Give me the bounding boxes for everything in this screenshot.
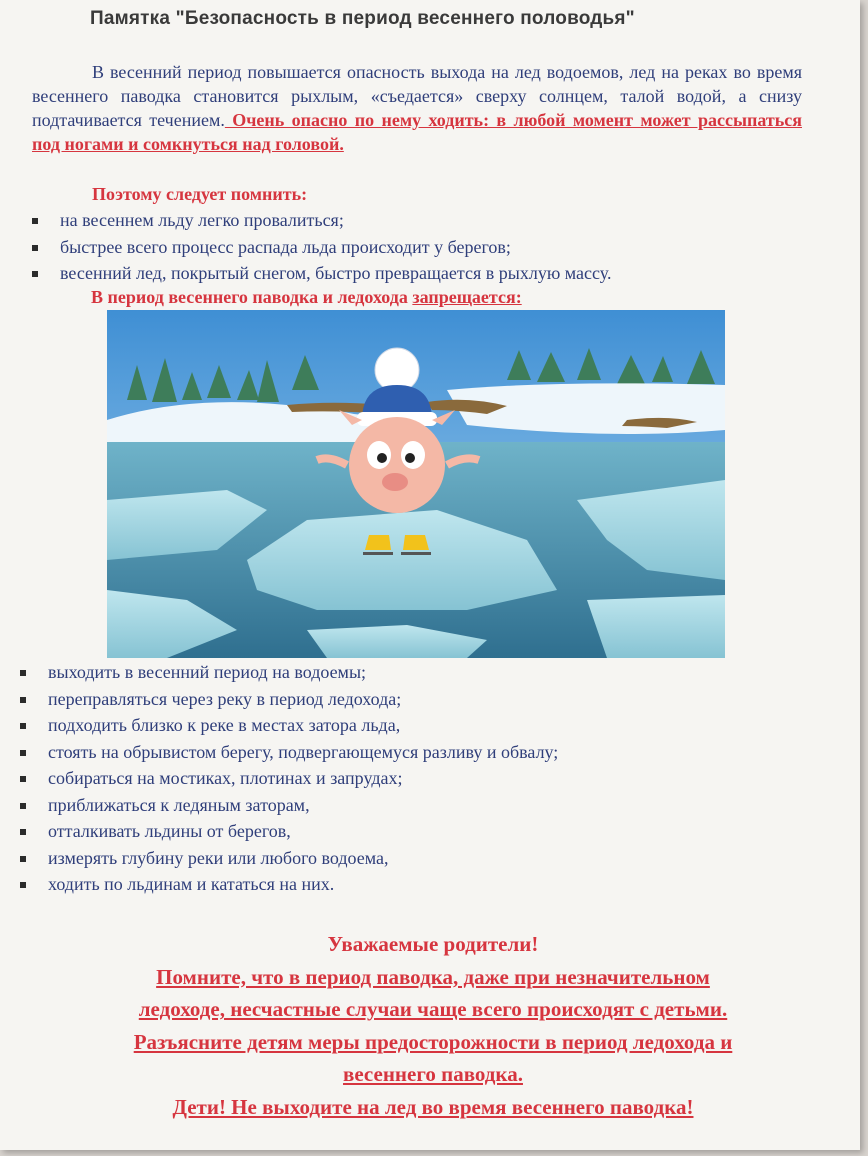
closing-line: Дети! Не выходите на лед во время весеннего паводка! <box>172 1094 694 1119</box>
list-item: на весеннем льду легко провалиться; <box>60 207 611 234</box>
closing-line: Помните, что в период паводка, даже при незначительном <box>156 964 710 989</box>
piglet-on-cracked-ice-illustration <box>107 310 725 658</box>
intro-paragraph <box>32 60 802 156</box>
prohibited-list <box>48 659 558 898</box>
list-item: переправляться через реку в период ледохода; <box>48 686 558 713</box>
closing-block <box>18 928 848 1123</box>
prohibited-heading-underlined: запрещается: <box>412 287 522 307</box>
list-item: отталкивать льдины от берегов, <box>48 818 558 845</box>
list-item: подходить близко к реке в местах затора льда, <box>48 712 558 739</box>
intro-warning: Очень опасно по нему ходить: в любой момент может рассыпаться под ногами и сомкнуться над головой. <box>32 110 802 154</box>
illustration-svg <box>107 310 725 658</box>
closing-greeting: Уважаемые родители! <box>327 932 539 956</box>
list-item: весенний лед, покрытый снегом, быстро превращается в рыхлую массу. <box>60 260 611 287</box>
closing-line: весеннего паводка. <box>343 1062 523 1086</box>
remember-heading: Поэтому следует помнить: <box>92 184 308 204</box>
closing-line: ледоходе, несчастные случаи чаще всего происходят с детьми. <box>138 997 728 1021</box>
list-item: измерять глубину реки или любого водоема, <box>48 845 558 872</box>
remember-list <box>60 207 611 287</box>
prohibited-heading <box>91 287 522 308</box>
list-item: собираться на мостиках, плотинах и запрудах; <box>48 765 558 792</box>
list-item: приближаться к ледяным заторам, <box>48 792 558 819</box>
list-item: быстрее всего процесс распада льда происходит у берегов; <box>60 234 611 261</box>
prohibited-heading-text: В период весеннего паводка и ледохода <box>91 287 413 307</box>
list-item: выходить в весенний период на водоемы; <box>48 659 558 686</box>
page-title: Памятка "Безопасность в период весеннего половодья" <box>90 8 635 29</box>
intro-text: В весенний период повышается опасность выхода на лед водоемов, лед на реках во время весеннего паводка становится рыхлым, «съедается» сверху солнцем, талой водой, а снизу подтачивается течением. <box>32 62 802 130</box>
list-item: стоять на обрывистом берегу, подвергающемуся разливу и обвалу; <box>48 739 558 766</box>
list-item: ходить по льдинам и кататься на них. <box>48 871 558 898</box>
closing-line: Разъясните детям меры предосторожности в период ледохода и <box>133 1029 733 1054</box>
